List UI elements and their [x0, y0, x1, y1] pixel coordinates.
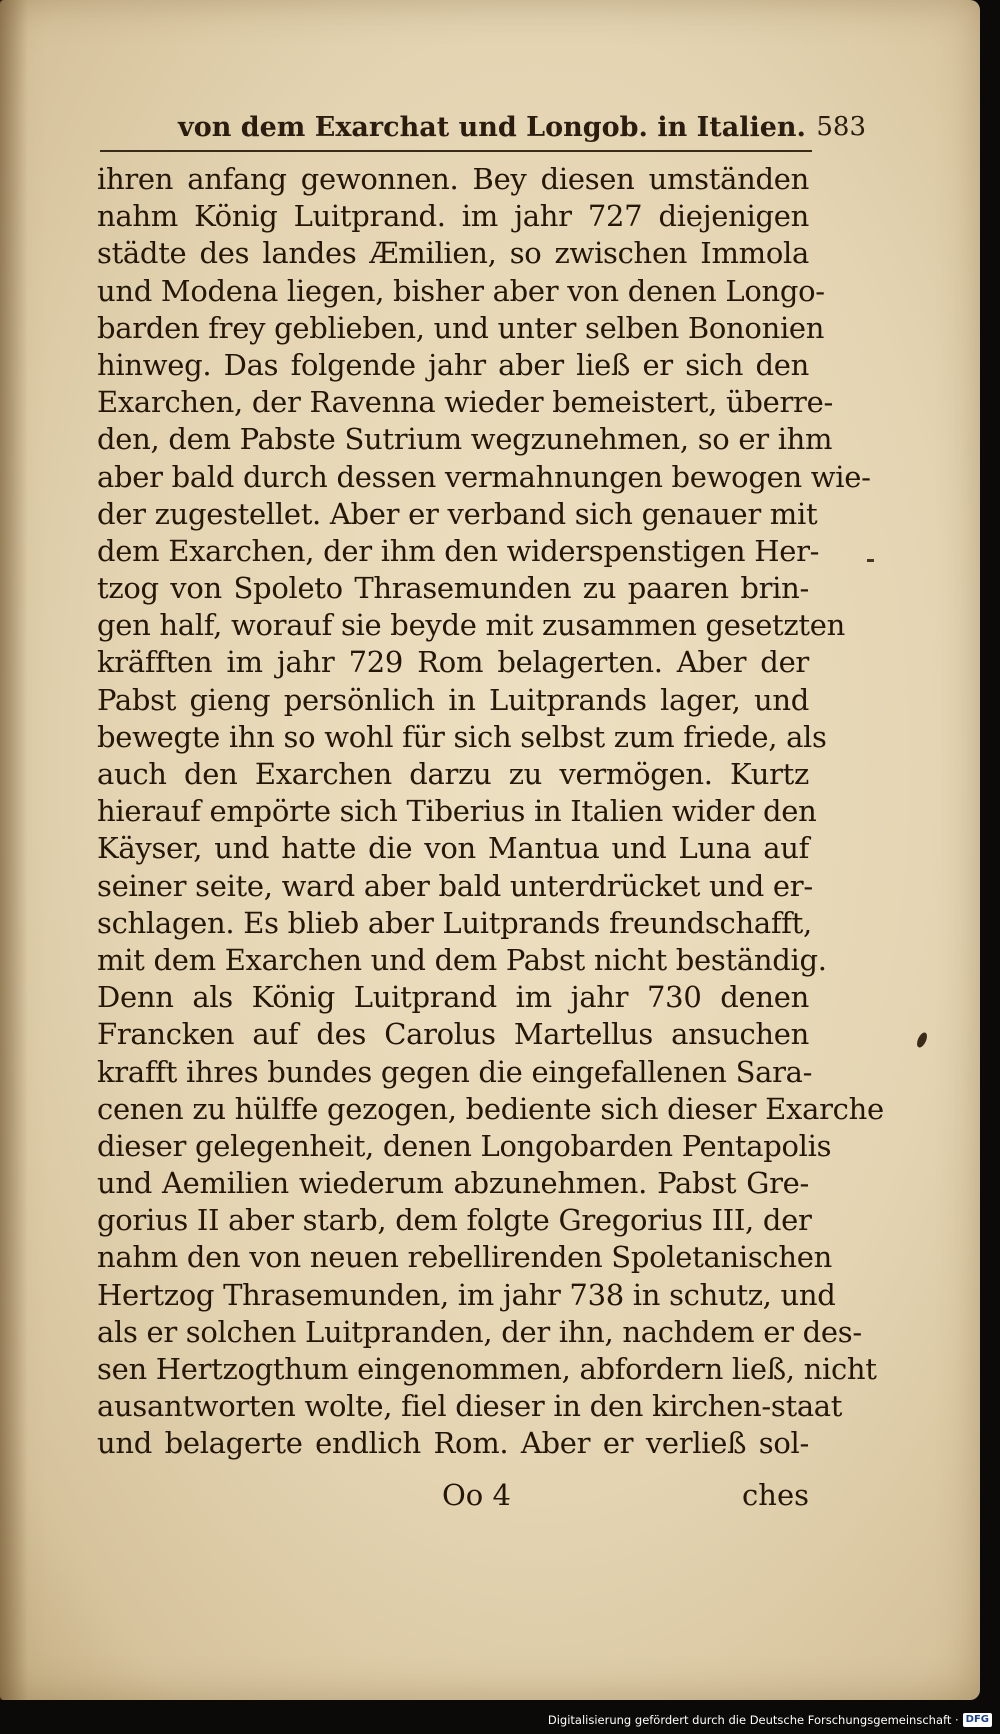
text-line: dem Exarchen, der ihm den widerspenstigen Her-	[97, 533, 820, 568]
text-line: nahm den von neuen rebellirenden Spoletanischen	[97, 1240, 832, 1275]
text-line: hinweg. Das folgende jahr aber ließ er sich den	[97, 347, 809, 382]
text-line: Käyser, und hatte die von Mantua und Luna auf	[97, 831, 809, 866]
signature-mark: Oo 4	[442, 1478, 511, 1512]
digitization-credit	[548, 1709, 992, 1731]
text-line: ihren anfang gewonnen. Bey diesen umständen	[97, 162, 809, 196]
text-line: sen Hertzogthum eingenommen, abfordern ließ, nicht	[97, 1352, 877, 1386]
text-line: gen half, worauf sie beyde mit zusammen gesetzten	[97, 608, 845, 643]
text-line: schlagen. Es blieb aber Luitprands freundschafft,	[97, 905, 812, 940]
text-line: bewegte ihn so wohl für sich selbst zum friede, als	[97, 719, 827, 754]
text-line: hierauf empörte sich Tiberius in Italien wider den	[97, 794, 817, 829]
header-rule	[100, 150, 812, 152]
text-line: als er solchen Luitpranden, der ihn, nachdem er des-	[97, 1314, 862, 1349]
text-line: cenen zu hülffe gezogen, bediente sich dieser Exarche	[97, 1091, 884, 1126]
dfg-logo-icon: DFG	[963, 1713, 992, 1727]
running-header	[178, 108, 866, 146]
ink-mark	[867, 559, 874, 562]
running-title: von dem Exarchat und Longob. in Italien.	[178, 112, 806, 143]
text-line: aber bald durch dessen vermahnungen bewogen wie-	[97, 459, 871, 494]
text-line: kräfften im jahr 729 Rom belagerten. Aber der	[97, 645, 809, 680]
text-line: dieser gelegenheit, denen Longobarden Pentapolis	[97, 1128, 832, 1163]
text-line: Hertzog Thrasemunden, im jahr 738 in schutz, und	[97, 1277, 836, 1312]
text-line: städte des landes Æmilien, so zwischen Immola	[97, 236, 809, 271]
text-line: Exarchen, der Ravenna wieder bemeistert, überre-	[97, 385, 833, 420]
credit-text: Digitalisierung gefördert durch die Deutsche Forschungsgemeinschaft ·	[547, 1713, 959, 1727]
page-number: 583	[816, 112, 866, 142]
text-line: gorius II aber starb, dem folgte Gregorius III, der	[97, 1203, 812, 1238]
text-line: Pabst gieng persönlich in Luitprands lager, und	[97, 682, 809, 717]
text-line: barden frey geblieben, und unter selben Bononien	[97, 310, 825, 345]
catchword: ches	[742, 1478, 809, 1512]
text-line: und Aemilien wiederum abzunehmen. Pabst Gre-	[97, 1166, 809, 1201]
text-line: seiner seite, ward aber bald unterdrücket und er-	[97, 868, 813, 903]
text-line: und Modena liegen, bisher aber von denen Longo-	[97, 273, 825, 308]
text-line: mit dem Exarchen und dem Pabst nicht beständig.	[97, 942, 827, 977]
text-line: Denn als König Luitprand im jahr 730 denen	[97, 980, 809, 1015]
text-line: den, dem Pabste Sutrium wegzunehmen, so er ihm	[97, 422, 833, 457]
text-line: krafft ihres bundes gegen die eingefallenen Sara-	[97, 1054, 813, 1089]
body-text	[97, 161, 884, 1463]
text-line: auch den Exarchen darzu zu vermögen. Kurtz	[97, 757, 809, 791]
text-line: Francken auf des Carolus Martellus ansuchen	[97, 1017, 809, 1052]
text-line: der zugestellet. Aber er verband sich genauer mit	[97, 496, 818, 531]
text-line: nahm König Luitprand. im jahr 727 diejenigen	[97, 199, 809, 234]
page-footer	[97, 1478, 809, 1518]
text-line: tzog von Spoleto Thrasemunden zu paaren brin-	[97, 571, 809, 606]
text-line: ausantworten wolte, fiel dieser in den kirchen-staat	[97, 1389, 843, 1424]
text-line: und belagerte endlich Rom. Aber er verließ sol-	[97, 1426, 809, 1461]
margin-ink-mark	[915, 1031, 929, 1049]
